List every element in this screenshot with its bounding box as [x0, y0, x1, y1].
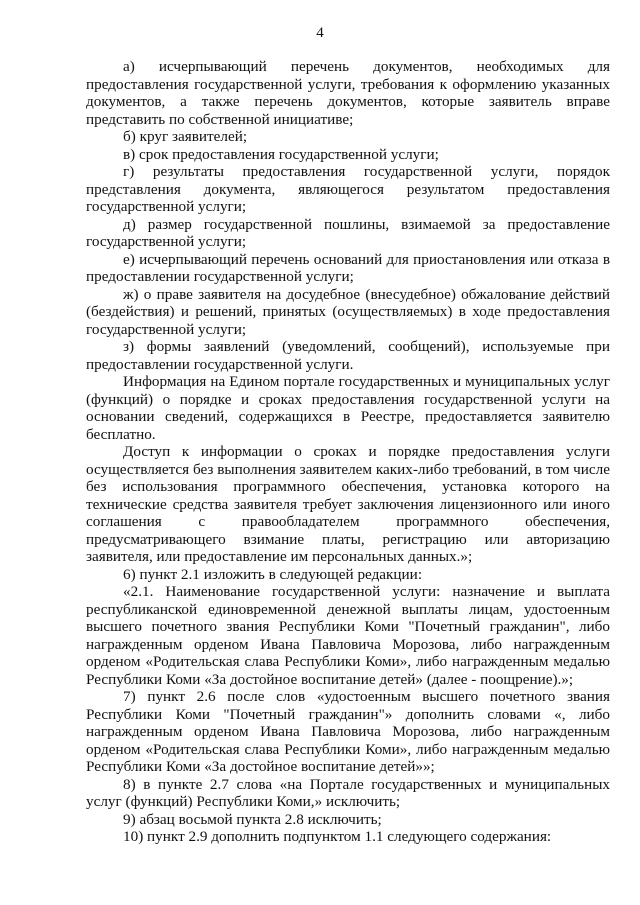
paragraph-amendment-6: 6) пункт 2.1 изложить в следующей редакции: — [123, 565, 423, 583]
paragraph-item-d: д) размер государственной пошлины, взимаемой за предоставление государственной услуги; — [86, 215, 610, 250]
paragraph-amendment-8: 8) в пункте 2.7 слова «на Портале государственных и муниципальных услуг (функций) Республики Коми,» исключить; — [86, 775, 610, 810]
page-number: 4 — [316, 25, 324, 41]
paragraph-item-zh: ж) о праве заявителя на досудебное (внесудебное) обжалование действий (бездействия) и решений, принятых (осуществляемых) в ходе предоставления государственной услуги; — [86, 285, 610, 338]
paragraph-portal-info: Информация на Едином портале государственных и муниципальных услуг (функций) о порядке и сроках предоставления государственной услуги на основании сведений, содержащихся в Реестре, предоставляется заявителю бесплатно. — [86, 373, 610, 443]
paragraph-item-g: г) результаты предоставления государственной услуги, порядок представления документа, являющегося результатом предоставления государственной услуги; — [86, 163, 610, 215]
paragraph-item-b: б) круг заявителей; — [123, 128, 248, 145]
document-body — [86, 58, 610, 846]
paragraph-item-z: з) формы заявлений (уведомлений, сообщений), используемые при предоставлении государственной услуги. — [86, 338, 610, 373]
paragraph-amendment-10: 10) пункт 2.9 дополнить подпунктом 1.1 следующего содержания: — [123, 828, 552, 845]
paragraph-amendment-7: 7) пункт 2.6 после слов «удостоенным высшего почетного звания Республики Коми "Почетный гражданин"» дополнить словами «, либо награжденным орденом Ивана Павловича Морозова, либо награжденным орденом «Родительская слава Республики Коми», либо награжденным медалью Республики Коми «За достойное воспитание детей»»; — [86, 688, 610, 775]
paragraph-item-v: в) срок предоставления государственной услуги; — [123, 145, 439, 163]
paragraph-clause-2-1: «2.1. Наименование государственной услуги: назначение и выплата республиканской единовременной денежной выплаты лицам, удостоенным высшего почетного звания Республики Коми "Почетный гражданин", либо награжденным орденом Ивана Павловича Морозова, либо награжденным орденом «Родительская слава Республики Коми», либо награжденным медалью Республики Коми «За достойное воспитание детей» (далее - поощрение).»; — [86, 583, 610, 688]
paragraph-access-info: Доступ к информации о сроках и порядке предоставления услуги осуществляется без выполнения заявителем каких-либо требований, в том числе без использования программного обеспечения, установка которого на технические средства заявителя требует заключения лицензионного или иного соглашения с правообладателем программного обеспечения, предусматривающего взимание платы, регистрацию или авторизацию заявителя, или предоставление им персональных данных.»; — [86, 443, 610, 565]
paragraph-amendment-9: 9) абзац восьмой пункта 2.8 исключить; — [123, 810, 382, 828]
paragraph-item-a: а) исчерпывающий перечень документов, необходимых для предоставления государственной услуги, требования к оформлению указанных документов, а также перечень документов, которые заявитель вправе представить по собственной инициативе; — [86, 58, 610, 128]
paragraph-item-e: е) исчерпывающий перечень оснований для приостановления или отказа в предоставлении государственной услуги; — [86, 250, 610, 285]
